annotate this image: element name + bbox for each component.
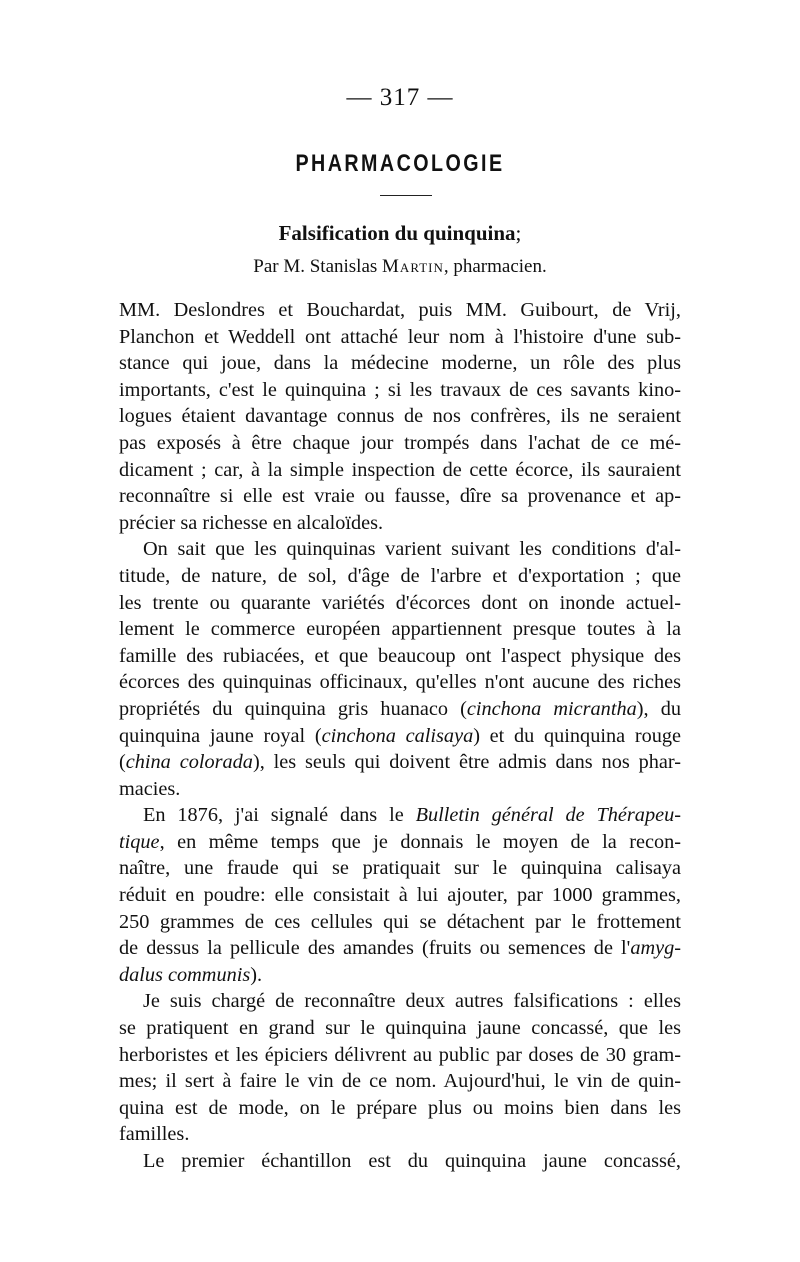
article-title <box>0 221 800 246</box>
byline-prefix: Par M. Stanislas <box>253 256 378 277</box>
body-line: Planchon et Weddell ont attaché leur nom à l'histoire d'une sub- <box>119 325 681 348</box>
text-run: ( <box>119 751 126 774</box>
body-line: pas exposés à être chaque jour trompés dans l'achat de ce mé- <box>119 431 681 454</box>
italic-run: tique <box>119 830 160 853</box>
body-line: dicament ; car, à la simple inspection de cette écorce, ils sauraient <box>119 458 681 481</box>
byline <box>0 256 800 278</box>
body-line <box>119 935 681 962</box>
italic-run: cinchona calisaya <box>321 724 474 747</box>
body-line: MM. Deslondres et Bouchardat, puis MM. Guibourt, de Vrij, <box>119 299 681 321</box>
body-line: 250 grammes de ces cellules qui se détachent par le frottement <box>119 910 681 933</box>
body-line: herboristes et les épiciers délivrent au public par doses de 30 gram- <box>119 1043 681 1066</box>
body-line <box>119 749 681 776</box>
body-line: importants, c'est le quinquina ; si les travaux de ces savants kino- <box>119 378 681 401</box>
text-run: de dessus la pellicule des amandes (fruits ou semences de l' <box>119 937 631 960</box>
body-line: précier sa richesse en alcaloïdes. <box>119 511 384 534</box>
body-line: écorces des quinquinas officinaux, qu'elles n'ont aucune des riches <box>119 671 681 694</box>
body-line: Je suis chargé de reconnaître deux autres falsifications : elles <box>143 990 681 1013</box>
italic-run: cinchona micrantha <box>466 697 637 720</box>
body-line <box>119 829 681 856</box>
body-line <box>119 802 681 829</box>
italic-run: dalus communis <box>119 963 251 986</box>
text-run: quinquina jaune royal ( <box>119 724 322 747</box>
body-line: mes; il sert à faire le vin de ce nom. Aujourd'hui, le vin de quin- <box>119 1070 681 1093</box>
author-name: Martin <box>382 256 444 277</box>
text-run: En 1876, j'ai signalé dans le <box>143 804 416 827</box>
article-title-punct: ; <box>515 221 522 245</box>
italic-run: Bulletin général de Thérapeu- <box>415 804 681 827</box>
body-line: se pratiquent en grand sur le quinquina jaune concassé, que les <box>119 1017 681 1040</box>
body-line <box>119 723 681 750</box>
body-line: stance qui joue, dans la médecine moderne, un rôle des plus <box>119 352 681 375</box>
body-line: macies. <box>119 777 181 800</box>
article-body <box>119 297 681 1175</box>
article-title-text: Falsification du quinquina <box>278 221 516 245</box>
text-run: ), du <box>636 697 681 720</box>
page-number: — 317 — <box>346 84 454 111</box>
italic-run: china colorada <box>125 751 253 774</box>
divider-rule <box>380 195 432 196</box>
body-line: On sait que les quinquinas varient suivant les conditions d'al- <box>143 538 681 561</box>
body-line: Le premier échantillon est du quinquina jaune concassé, <box>143 1150 681 1172</box>
body-line: logues étaient davantage connus de nos confrères, ils ne seraient <box>119 405 681 428</box>
section-heading: PHARMACOLOGIE <box>295 150 505 177</box>
body-line: lement le commerce européen appartiennent presque toutes à la <box>119 618 681 641</box>
body-line <box>119 962 681 989</box>
text-run: ). <box>250 963 263 986</box>
byline-suffix: , pharmacien. <box>443 256 547 277</box>
text-run: ) et du quinquina rouge <box>473 724 682 747</box>
body-line: les trente ou quarante variétés d'écorces dont on inonde actuel- <box>119 591 681 614</box>
text-run: propriétés du quinquina gris huanaco ( <box>119 697 467 720</box>
body-line: titude, de nature, de sol, d'âge de l'arbre et d'exportation ; que <box>119 564 681 587</box>
body-line: quina est de mode, on le prépare plus ou moins bien dans les <box>119 1096 681 1119</box>
italic-run: amyg- <box>630 937 681 960</box>
body-line: naître, une fraude qui se pratiquait sur le quinquina calisaya <box>119 857 681 880</box>
body-line: reconnaître si elle est vraie ou fausse, dîre sa provenance et ap- <box>119 485 681 508</box>
text-run: ), les seuls qui doivent être admis dans nos phar- <box>252 751 681 774</box>
body-line: réduit en poudre: elle consistait à lui ajouter, par 1000 grammes, <box>119 884 681 907</box>
text-run: , en même temps que je donnais le moyen de la recon- <box>159 830 681 853</box>
body-line: familles. <box>119 1123 190 1146</box>
body-line: famille des rubiacées, et que beaucoup ont l'aspect physique des <box>119 644 681 667</box>
body-line <box>119 696 681 723</box>
